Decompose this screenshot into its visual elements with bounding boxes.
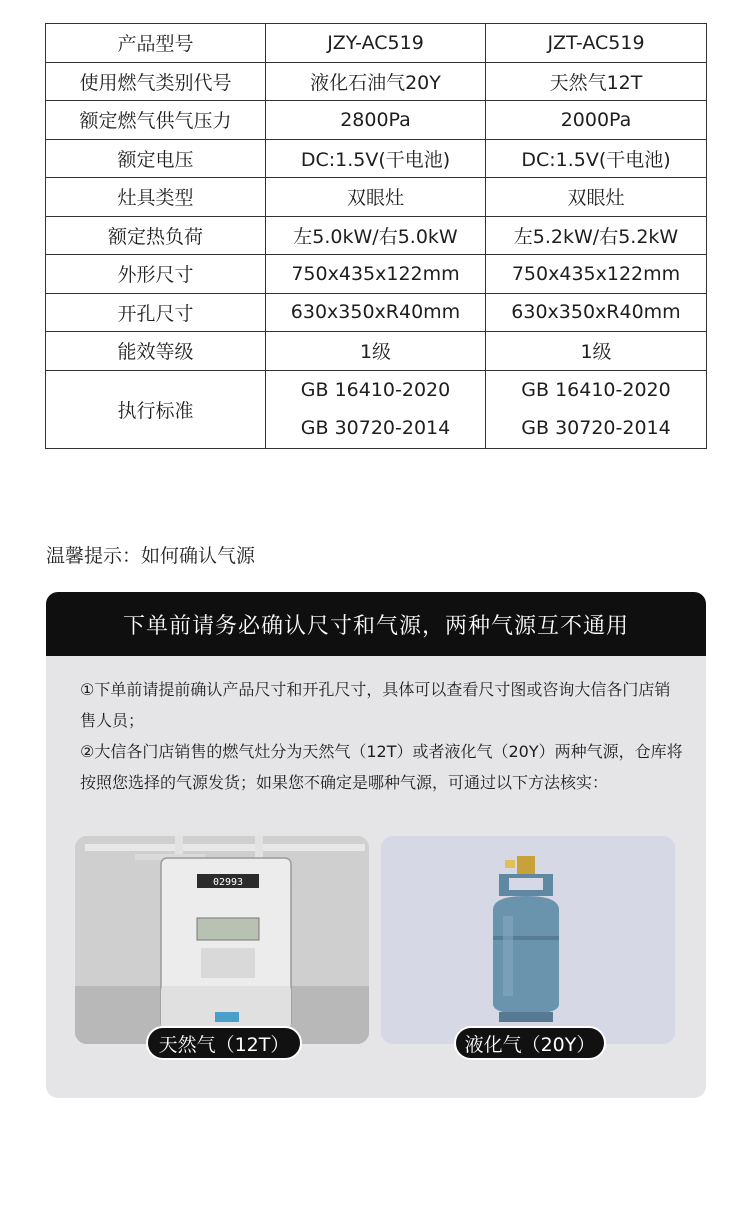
natural-gas-label: 天然气（12T）: [146, 1026, 302, 1060]
table-row: [46, 255, 707, 294]
gas-source-photos: [75, 836, 675, 1056]
tip-title: 温馨提示：如何确认气源: [46, 545, 256, 567]
spec-value-jzy: 2800Pa: [266, 101, 486, 140]
spec-value-jzy: 750x435x122mm: [266, 255, 486, 294]
spec-label: 额定燃气供气压力: [46, 101, 266, 140]
spec-value-jzy: 双眼灶: [266, 178, 486, 217]
lpg-tank-photo: [381, 836, 675, 1044]
table-row: [46, 178, 707, 217]
spec-value-jzt: 1级: [486, 332, 707, 371]
table-row: [46, 101, 707, 140]
standard-line: GB 30720-2014: [521, 417, 671, 439]
spec-value-jzt: DC:1.5V(干电池): [486, 139, 707, 178]
table-row: [46, 216, 707, 255]
gas-meter-photo: [75, 836, 369, 1044]
spec-label: 额定热负荷: [46, 216, 266, 255]
spec-value-jzt: 双眼灶: [486, 178, 707, 217]
standard-values-jzy: [266, 370, 486, 448]
lpg-label: 液化气（20Y）: [454, 1026, 606, 1060]
gas-meter-illustration: [75, 836, 369, 1044]
table-row: [46, 293, 707, 332]
standard-line: GB 16410-2020: [521, 378, 671, 401]
spec-label: 产品型号: [46, 24, 266, 63]
spec-label: 额定电压: [46, 139, 266, 178]
spec-value-jzy: 1级: [266, 332, 486, 371]
table-row: [46, 139, 707, 178]
spec-table: [45, 23, 707, 449]
spec-value-jzt: 天然气12T: [486, 62, 707, 101]
meter-counter-digits: 02993: [212, 877, 244, 888]
spec-label: 使用燃气类别代号: [46, 62, 266, 101]
notice-body: [46, 656, 706, 798]
spec-label: 灶具类型: [46, 178, 266, 217]
notice-line-1: ①下单前请提前确认产品尺寸和开孔尺寸，具体可以查看尺寸图或咨询大信各门店销售人员；: [80, 680, 671, 730]
notice-line-2: ②大信各门店销售的燃气灶分为天然气（12T）或者液化气（20Y）两种气源，仓库将按照您选择的气源发货；如果您不确定是哪种气源，可通过以下方法核实：: [80, 742, 683, 792]
lpg-tank-illustration: [381, 836, 675, 1044]
spec-value-jzt: 2000Pa: [486, 101, 707, 140]
standard-line: GB 30720-2014: [300, 417, 451, 439]
table-row: [46, 332, 707, 371]
spec-value-jzy: 630x350xR40mm: [266, 293, 486, 332]
spec-label: 能效等级: [46, 332, 266, 371]
notice-card: [46, 592, 706, 1098]
table-row: [46, 24, 707, 63]
spec-value-jzy: DC:1.5V(干电池): [266, 139, 486, 178]
spec-value-jzt: JZT-AC519: [486, 24, 707, 63]
spec-value-jzt: 630x350xR40mm: [486, 293, 707, 332]
spec-value-jzt: 左5.2kW/右5.2kW: [486, 216, 707, 255]
spec-label: 开孔尺寸: [46, 293, 266, 332]
table-row-standard: [46, 370, 707, 448]
table-row: [46, 62, 707, 101]
spec-value-jzy: JZY-AC519: [266, 24, 486, 63]
spec-value-jzt: 750x435x122mm: [486, 255, 707, 294]
spec-table-body: [46, 24, 707, 449]
standard-line: GB 16410-2020: [300, 378, 451, 401]
spec-value-jzy: 液化石油气20Y: [266, 62, 486, 101]
spec-label: 外形尺寸: [46, 255, 266, 294]
spec-label-standard: 执行标准: [46, 370, 266, 448]
notice-header: 下单前请务必确认尺寸和气源，两种气源互不通用: [46, 592, 706, 656]
standard-values-jzt: [486, 370, 707, 448]
spec-value-jzy: 左5.0kW/右5.0kW: [266, 216, 486, 255]
